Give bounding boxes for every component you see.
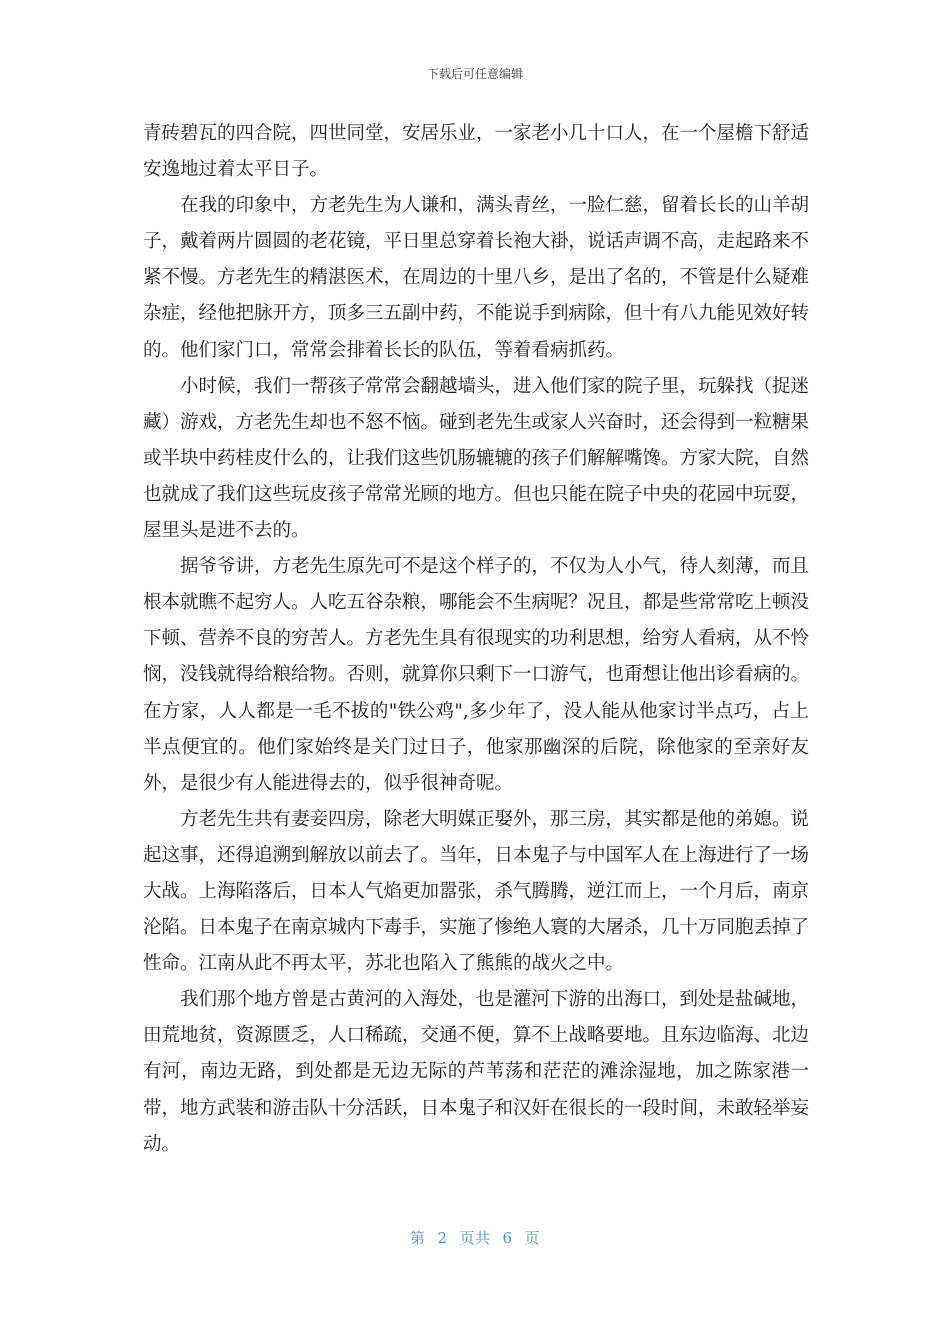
paragraph-1: 青砖碧瓦的四合院，四世同堂，安居乐业，一家老小几十口人，在一个屋檐下舒适安逸地过着太平日子。 bbox=[143, 123, 810, 181]
footer-current-page: 2 bbox=[437, 1229, 448, 1247]
page-footer bbox=[0, 1228, 950, 1248]
paragraph-3: 小时候，我们一帮孩子常常会翻越墙头，进入他们家的院子里，玩躲找（捉迷藏）游戏，方老先生却也不怒不恼。碰到老先生或家人兴奋时，还会得到一粒糖果或半块中药桂皮什么的，让我们这些饥肠辘辘的孩子们解解嘴馋。方家大院，自然也就成了我们这些玩皮孩子常常光顾的地方。但也只能在院子中央的花园中玩耍，屋里头是进不去的。 bbox=[143, 375, 810, 542]
paragraph-5: 方老先生共有妻妾四房，除老大明媒正娶外，那三房，其实都是他的弟媳。说起这事，还得追溯到解放以前去了。当年，日本鬼子与中国军人在上海进行了一场大战。上海陷落后，日本人气焰更加嚣张，杀气腾腾，逆江而上，一个月后，南京沦陷。日本鬼子在南京城内下毒手，实施了惨绝人寰的大屠杀，几十万同胞丢掉了性命。江南从此不再太平，苏北也陷入了熊熊的战火之中。 bbox=[143, 808, 810, 975]
footer-total-pages: 6 bbox=[502, 1229, 513, 1247]
footer-suffix: 页 bbox=[524, 1229, 541, 1247]
paragraph-4: 据爷爷讲，方老先生原先可不是这个样子的，不仅为人小气，待人刻薄，而且根本就瞧不起穷人。人吃五谷杂粮，哪能会不生病呢？况且，都是些常常吃上顿没下顿、营养不良的穷苦人。方老先生具有很现实的功利思想，给穷人看病，从不怜悯，没钱就得给粮给物。否则，就算你只剩下一口游气，也甭想让他出诊看病的。在方家，人人都是一毛不拔的"铁公鸡",多少年了，没人能从他家讨半点巧，占上半点便宜的。他们家始终是关门过日子，他家那幽深的后院，除他家的至亲好友外，是很少有人能进得去的，似乎很神奇呢。 bbox=[143, 556, 810, 794]
paragraph-2: 在我的印象中，方老先生为人谦和，满头青丝，一脸仁慈，留着长长的山羊胡子，戴着两片圆圆的老花镜，平日里总穿着长袍大褂，说话声调不高，走起路来不紧不慢。方老先生的精湛医术，在周边的十里八乡，是出了名的，不管是什么疑难杂症，经他把脉开方，顶多三五副中药，不能说手到病除，但十有八九能见效好转的。他们家门口，常常会排着长长的队伍，等着看病抓药。 bbox=[143, 195, 810, 361]
footer-prefix: 第 bbox=[409, 1229, 426, 1247]
page-header: 下载后可任意编辑 bbox=[426, 67, 523, 81]
document-body bbox=[143, 116, 809, 1163]
footer-middle: 页共 bbox=[459, 1229, 491, 1247]
paragraph-6: 我们那个地方曾是古黄河的入海处，也是灌河下游的出海口，到处是盐碱地，田荒地贫，资源匮乏，人口稀疏，交通不便，算不上战略要地。且东边临海、北边有河，南边无路，到处都是无边无际的芦苇荡和茫茫的滩涂湿地，加之陈家港一带，地方武装和游击队十分活跃，日本鬼子和汉奸在很长的一段时间，未敢轻举妄动。 bbox=[143, 989, 810, 1155]
